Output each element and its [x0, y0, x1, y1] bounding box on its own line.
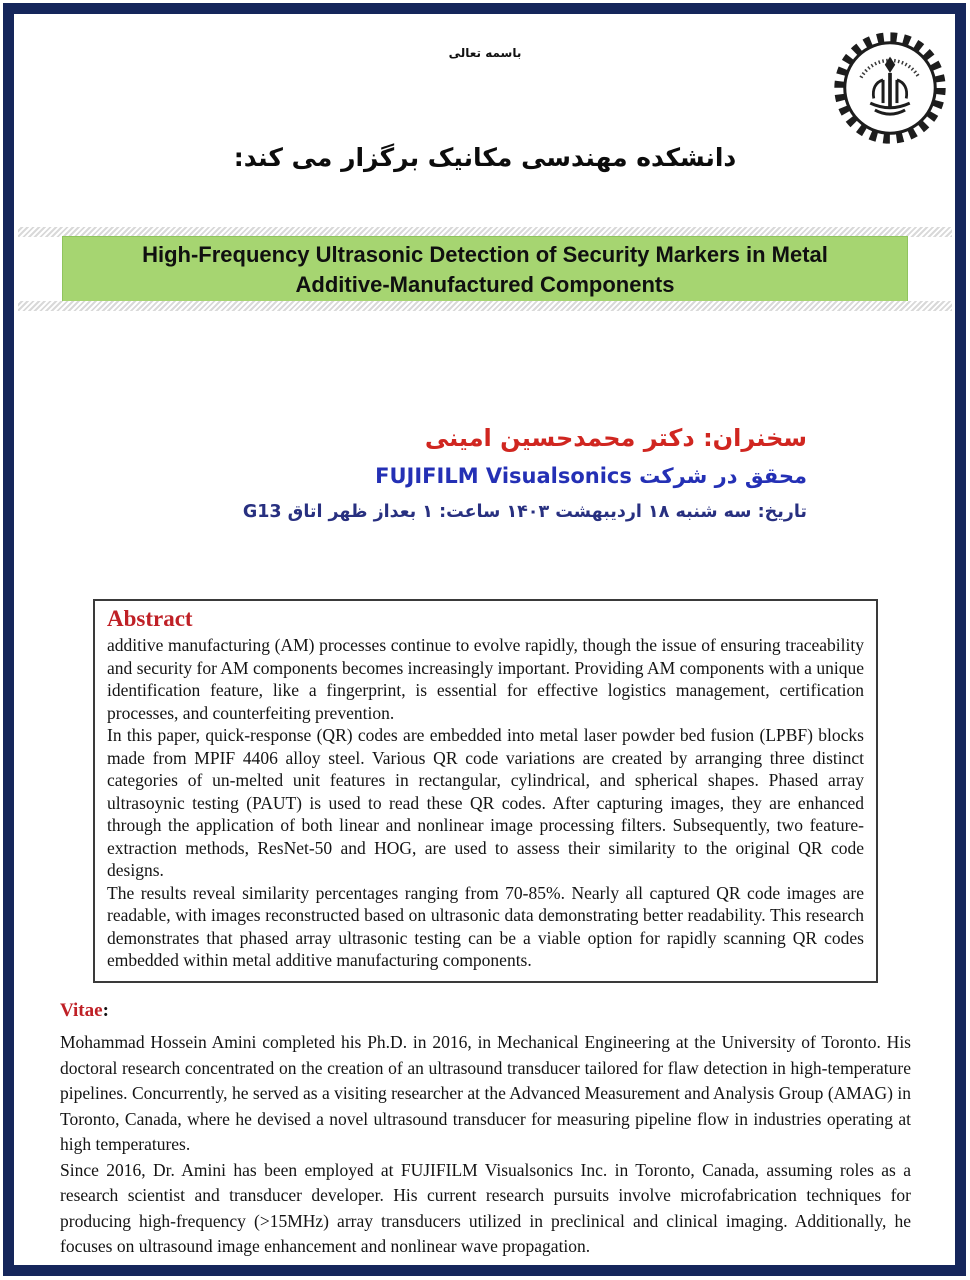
- abstract-box: [93, 599, 878, 983]
- abstract-heading: Abstract: [107, 606, 193, 631]
- vitae-section: [60, 1000, 911, 1260]
- speaker-affiliation-line: محقق در شرکت FUJIFILM Visualsonics: [375, 464, 807, 488]
- abstract-paragraph-1: additive manufacturing (AM) processes continue to evolve rapidly, though the issue of ensuring traceability and security for AM components becomes increasingly important. Providing AM components with a unique identification feature, like a fingerprint, is essential for effective logistics management, certification processes, and counterfeiting prevention.: [107, 635, 864, 723]
- vitae-paragraph-2: Since 2016, Dr. Amini has been employed at FUJIFILM Visualsonics Inc. in Toronto, Canada, assuming roles as a research scientist and transducer developer. His current research pursuits involve microfabrication techniques for producing high-frequency (>15MHz) array transducers utilized in preclinical and clinical imaging. Additionally, he focuses on ultrasound image enhancement and nonlinear wave propagation.: [60, 1159, 911, 1256]
- seminar-title-line1: High-Frequency Ultrasonic Detection of Security Markers in Metal: [142, 242, 828, 267]
- seminar-title-line2: Additive-Manufactured Components: [295, 272, 675, 297]
- vitae-paragraph-1: Mohammad Hossein Amini completed his Ph.D. in 2016, in Mechanical Engineering at the University of Toronto. His doctoral research concentrated on the creation of an ultrasound transducer tailored for flaw detection in high-temperature pipelines. Concurrently, he served as a visiting researcher at the Advanced Measurement and Analysis Group (AMAG) in Toronto, Canada, where he devised a novel ultrasound transducer for measuring pipeline flow in industries operating at high temperatures.: [60, 1032, 911, 1154]
- vitae-heading-colon: :: [102, 1000, 109, 1021]
- vitae-heading: [60, 1000, 911, 1022]
- university-gear-emblem-icon: [832, 30, 948, 146]
- seminar-title-banner: [62, 236, 908, 304]
- university-logo: [832, 30, 948, 146]
- banner-hatch-bottom: [18, 301, 952, 311]
- abstract-paragraph-3: The results reveal similarity percentages ranging from 70-85%. Nearly all captured QR code images are readable, with images reconstructed based on ultrasonic data demonstrating better readability. This research demonstrates that phased array ultrasonic testing can be a viable option for rapidly scanning QR codes embedded within metal additive manufacturing components.: [107, 882, 864, 970]
- faculty-announcement-line: دانشکده مهندسی مکانیک برگزار می کند:: [233, 143, 737, 172]
- bismillah-text: باسمه تعالی: [448, 46, 522, 60]
- seminar-datetime-line: تاریخ: سه شنبه ۱۸ اردیبهشت ۱۴۰۳ ساعت: ۱ بعداز ظهر اتاق G13: [242, 502, 807, 522]
- abstract-paragraph-2: In this paper, quick-response (QR) codes are embedded into metal laser powder bed fusion (LPBF) blocks made from MPIF 4406 alloy steel. Various QR code variations are created by arranging three distinct categories of un-melted unit features in rectangular, cylindrical, and spherical shapes. Phased array ultrasoynic testing (PAUT) is used to read these QR codes. After capturing images, they are enhanced through the application of both linear and nonlinear image processing filters. Subsequently, two feature-extraction methods, ResNet-50 and HOG, are used to assess their similarity to the original QR code designs.: [107, 725, 864, 880]
- vitae-heading-word: Vitae: [60, 1000, 103, 1021]
- speaker-block: [243, 424, 807, 522]
- speaker-name-line: سخنران: دکتر محمدحسین امینی: [424, 424, 807, 452]
